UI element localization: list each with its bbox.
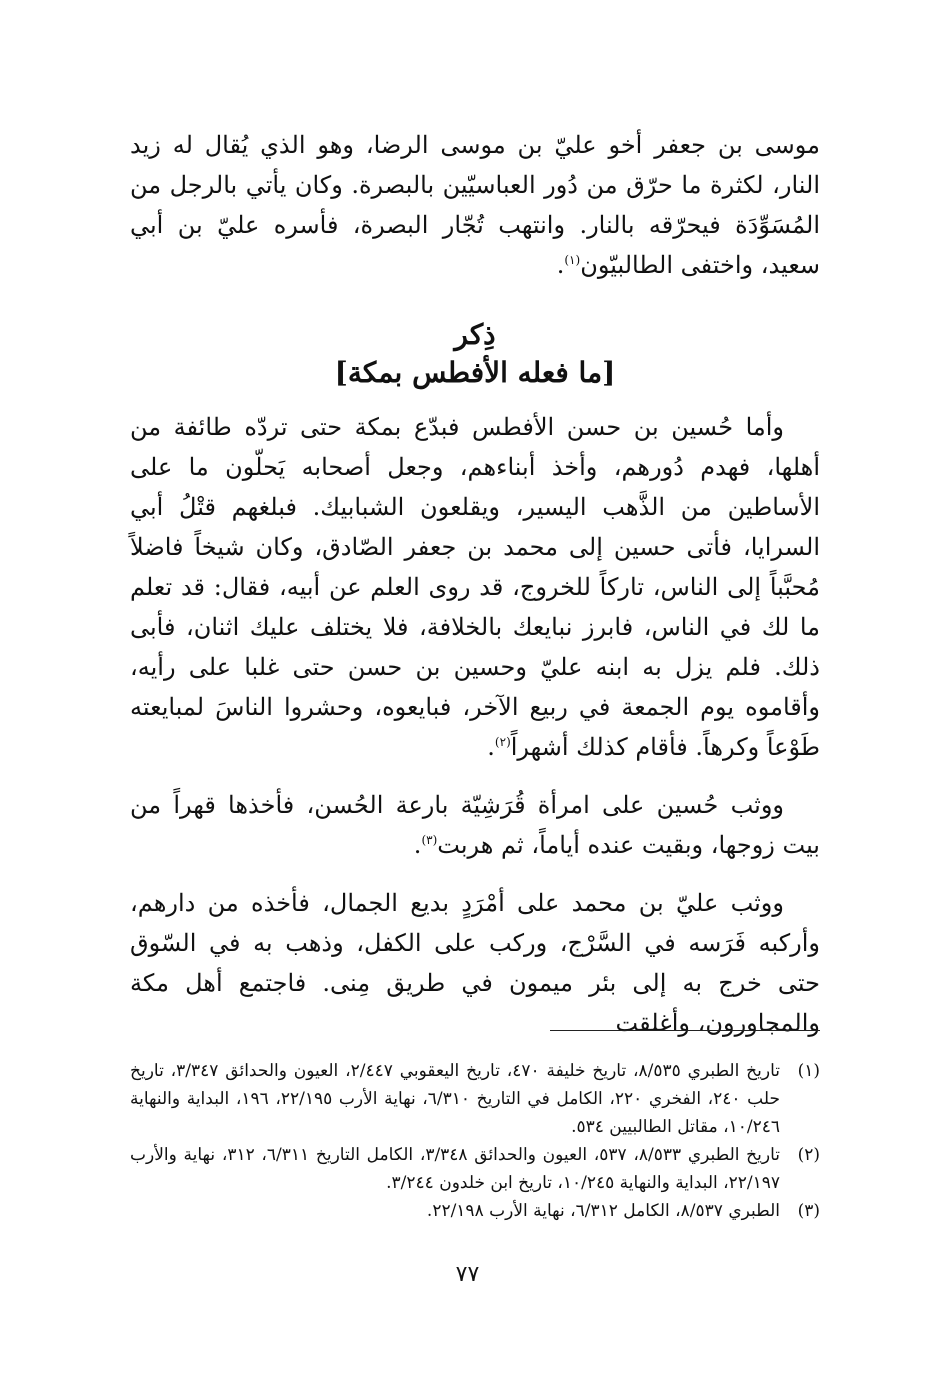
footnote-separator	[550, 1030, 820, 1031]
paragraph-aftas-mecca-text: وأما حُسين بن حسن الأفطس فبدّع بمكة حتى تردّه طائفة من أهلها، فهدم دُورهم، وأخذ أبناءهم، وجعل أصحابه يَحلّون ما على الأساطين من الذَّهب اليسير، ويقلعون الشبابيك. فبلغهم قتْلُ أبي السرايا، فأتى حسين إلى محمد بن جعفر الصّادق، وكان شيخاً فاضلاً مُحبَّباً إلى الناس، تاركاً للخروج، قد روى العلم عن أبيه، فقال: قد تعلم ما لك في الناس، فابرز نبايعك بالخلافة، فلا يختلف عليك اثنان، فأبى ذلك. فلم يزل به ابنه عليّ وحسين بن حسن حتى غلبا على رأيه، وأقاموه يوم الجمعة في ربيع الآخر، فبايعوه، وحشروا الناسَ لمبايعته طَوْعاً وكرهاً. فأقام كذلك أشهراً	[130, 413, 820, 761]
paragraph-ali-boy-text: ووثب عليّ بن محمد على أمْرَدٍ بديع الجمال، فأخذه من دارهم، وأركبه فَرَسه في السَّرْج، وركب على الكفل، وذهب به في السّوق حتى خرج به إلى بئر ميمون في طريق مِنى. فاجتمع أهل مكة والمجاورون، وأغلقت	[130, 889, 820, 1037]
intro-paragraph-text: موسى بن جعفر أخو عليّ بن موسى الرضا، وهو الذي يُقال له زيد النار، لكثرة ما حرّق من دُور العباسيّين بالبصرة. وكان يأتي بالرجل من المُسَوِّدَة فيحرّقه بالنار. وانتهب تُجّار البصرة، فأسره عليّ بن أبي سعيد، واختفى الطالبيّون	[130, 131, 820, 279]
footnote-ref-3[interactable]: (٣)	[421, 833, 438, 847]
footnote-ref-1[interactable]: (١)	[564, 253, 581, 267]
intro-paragraph: موسى بن جعفر أخو عليّ بن موسى الرضا، وهو الذي يُقال له زيد النار، لكثرة ما حرّق من دُور العباسيّين بالبصرة. وكان يأتي بالرجل من المُسَوِّدَة فيحرّقه بالنار. وانتهب تُجّار البصرة، فأسره عليّ بن أبي سعيد، واختفى الطالبيّون$^{(١)}$.	[130, 131, 820, 279]
footnote-1-number: (١)	[797, 1061, 820, 1081]
heading-title: ذِكر	[454, 318, 496, 351]
main-text-block	[130, 125, 820, 1221]
footnote-2	[130, 1141, 820, 1197]
footnote-2-number: (٢)	[797, 1145, 820, 1165]
footnote-1	[130, 1057, 820, 1141]
footnote-2-text: تاريخ الطبري ٨/٥٣٣، ٥٣٧، العيون والحدائق ٣/٣٤٨، الكامل التاريخ ٦/٣١١، ٣١٢، نهاية والأرب ٢٢/١٩٧، البداية والنهاية ١٠/٢٤٥، تاريخ ابن خلدون ٣/٢٤٤.	[130, 1145, 781, 1193]
paragraph-husayn-woman: ووثب حُسين على امرأة قُرَشِيّة بارعة الحُسن، فأخذها قهراً من بيت زوجها، وبقيت عنده أياماً، ثم هربت$^{(٣)}$.	[130, 791, 820, 859]
footnote-3	[130, 1197, 820, 1225]
paragraph-husayn-woman-text: ووثب حُسين على امرأة قُرَشِيّة بارعة الحُسن، فأخذها قهراً من بيت زوجها، وبقيت عنده أياماً، ثم هربت	[130, 791, 820, 859]
footnote-1-text: تاريخ الطبري ٨/٥٣٥، تاريخ خليفة ٤٧٠، تاريخ اليعقوبي ٢/٤٤٧، العيون والحدائق ٣/٣٤٧، تاريخ حلب ٢٤٠، الفخري ٢٢٠، الكامل في التاريخ ٦/٣١٠، نهاية الأرب ٢٢/١٩٥، ١٩٦، البداية والنهاية ١٠/٢٤٦، مقاتل الطالبيين ٥٣٤.	[130, 1061, 781, 1137]
footnote-3-text: الطبري ٨/٥٣٧، الكامل ٦/٣١٢، نهاية الأرب ٢٢/١٩٨.	[426, 1201, 780, 1221]
footnotes	[130, 1057, 820, 1225]
section-heading	[130, 317, 820, 393]
page-number: ٧٧	[455, 1262, 480, 1287]
heading-subtitle: [ما فعله الأفطس بمكة]	[334, 356, 616, 389]
paragraph-ali-boy	[130, 883, 820, 1043]
footnote-ref-2[interactable]: (٢)	[494, 735, 511, 749]
paragraph-aftas-mecca: وأما حُسين بن حسن الأفطس فبدّع بمكة حتى تردّه طائفة من أهلها، فهدم دُورهم، وأخذ أبناءهم، وجعل أصحابه يَحلّون ما على الأساطين من الذَّهب اليسير، ويقلعون الشبابيك. فبلغهم قتْلُ أبي السرايا، فأتى حسين إلى محمد بن جعفر الصّادق، وكان شيخاً فاضلاً مُحبَّباً إلى الناس، تاركاً للخروج، قد روى العلم عن أبيه، فقال: قد تعلم ما لك في الناس، فابرز نبايعك بالخلافة، فلا يختلف عليك اثنان، فأبى ذلك. فلم يزل به ابنه عليّ وحسين بن حسن حتى غلبا على رأيه، وأقاموه يوم الجمعة في ربيع الآخر، فبايعوه، وحشروا الناسَ لمبايعته طَوْعاً وكرهاً. فأقام كذلك أشهراً$^{(٢)}$.	[130, 413, 820, 761]
footnote-3-number: (٣)	[797, 1201, 820, 1221]
